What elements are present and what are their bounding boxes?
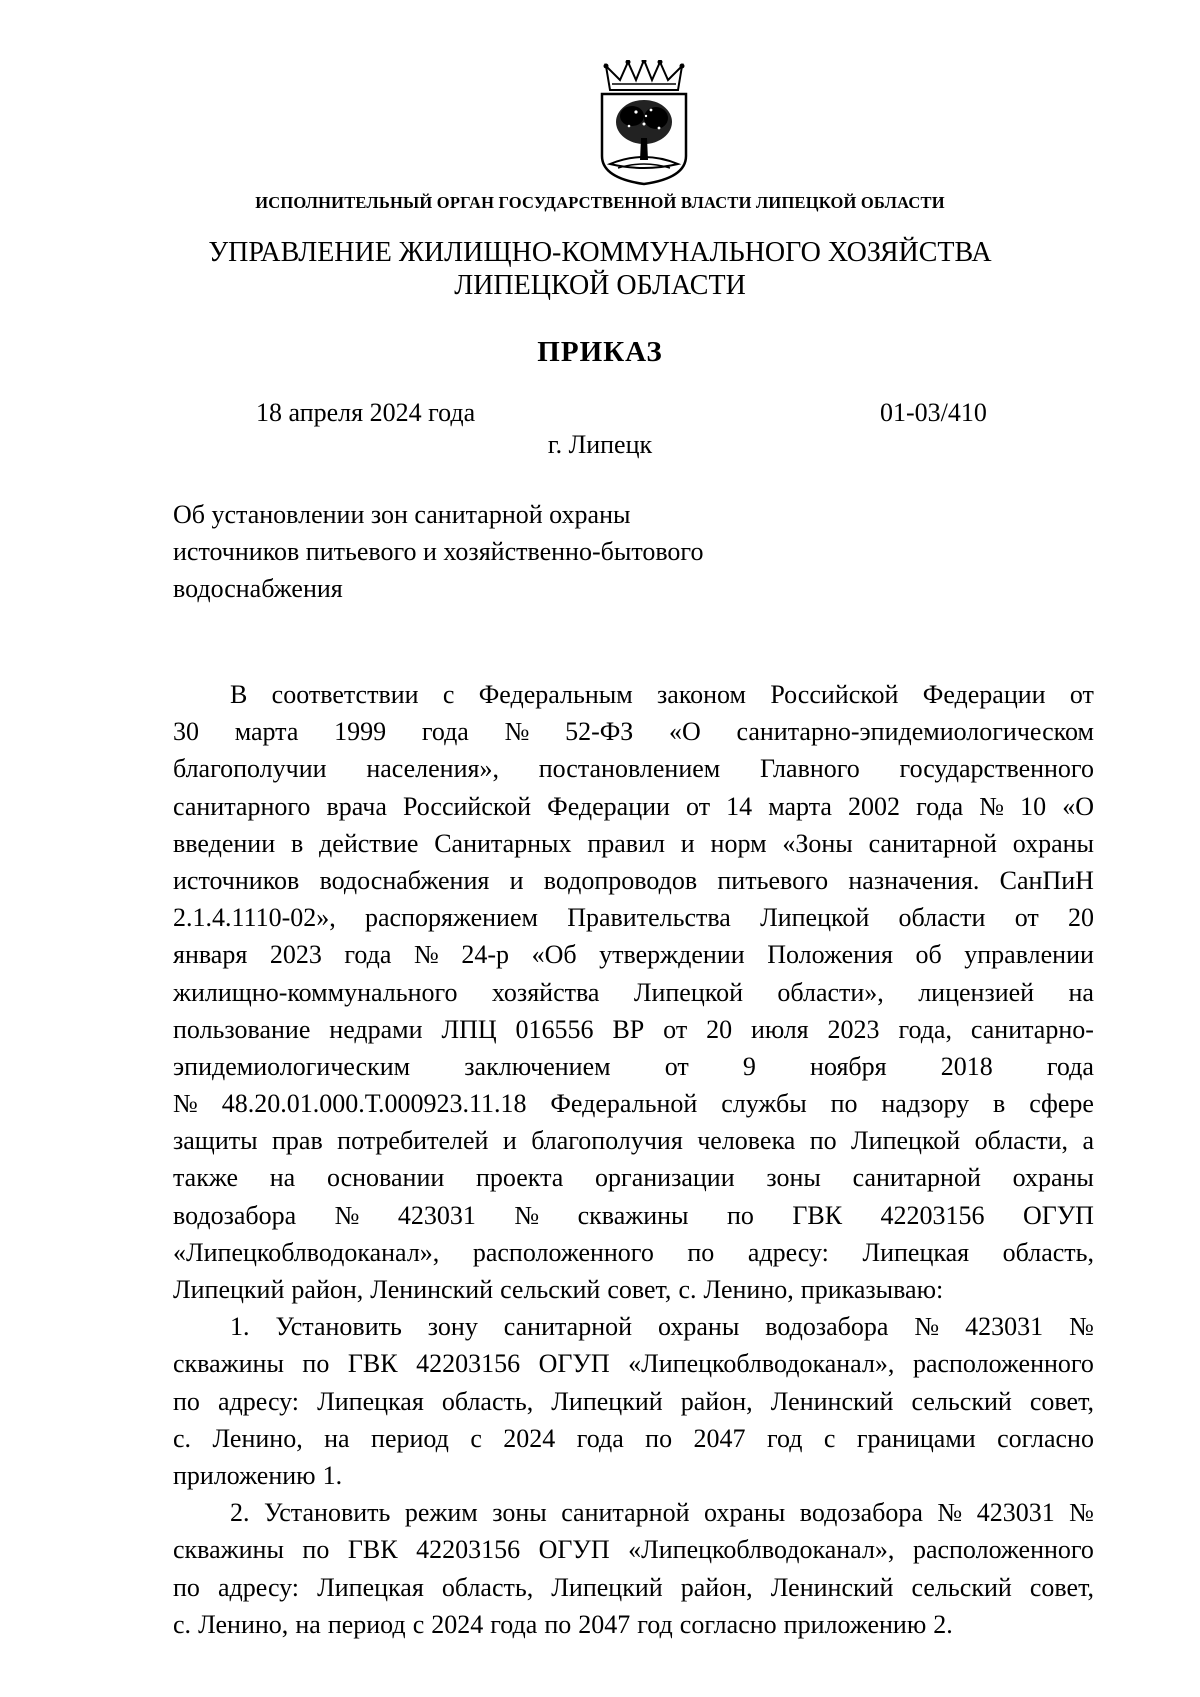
document-subject [173,496,703,607]
coat-of-arms-icon [596,60,692,186]
body-line: с. Ленино, на период с 2024 года по 2047 год согласно приложению 2. [173,1609,953,1639]
document-city: г. Липецк [547,430,653,459]
subject-line: Об установлении зон санитарной охраны [173,500,631,529]
body-line: благополучии населения», постановлением Главного государственного [173,754,1094,784]
body-line: с. Ленино, на период с 2024 года по 2047 год с границами согласно [173,1423,1094,1453]
department-title-line: ЛИПЕЦКОЙ ОБЛАСТИ [454,270,746,301]
document-body [173,676,1094,1643]
subject-line: источников питьевого и хозяйственно-бытового [173,537,704,566]
department-title [0,236,1200,302]
document-number: 01-03/410 [880,398,987,427]
body-line: жилищно-коммунального хозяйства Липецкой области», лицензией на [173,977,1094,1007]
document-date: 18 апреля 2024 года [256,398,476,427]
body-line: приложению 1. [173,1460,343,1490]
body-line: Липецкий район, Ленинский сельский совет, с. Ленино, приказываю: [173,1275,944,1304]
body-line: по адресу: Липецкая область, Липецкий район, Ленинский сельский совет, [173,1572,1094,1602]
body-line: пользование недрами ЛПЦ 016556 ВР от 20 июля 2023 года, санитарно- [173,1014,1094,1044]
body-line: эпидемиологическим заключением от 9 ноября 2018 года [173,1051,1094,1081]
body-line: 1. Установить зону санитарной охраны водозабора № 423031 № [230,1312,1094,1342]
body-line: 2.1.4.1110-02», распоряжением Правительства Липецкой области от 20 [173,903,1094,933]
subject-line: водоснабжения [173,574,343,603]
body-line: 30 марта 1999 года № 52-ФЗ «О санитарно-эпидемиологическом [173,717,1094,747]
body-line: января 2023 года № 24-р «Об утверждении Положения об управлении [173,940,1094,970]
department-title-line: УПРАВЛЕНИЕ ЖИЛИЩНО-КОММУНАЛЬНОГО ХОЗЯЙСТВА [208,237,992,268]
body-line: санитарного врача Российской Федерации от 14 марта 2002 года № 10 «О [173,791,1094,821]
body-line: В соответствии с Федеральным законом Российской Федерации от [230,680,1094,709]
body-line: введении в действие Санитарных правил и норм «Зоны санитарной охраны [173,828,1094,858]
body-line: источников водоснабжения и водопроводов питьевого назначения. СанПиН [173,865,1094,895]
body-line: 2. Установить режим зоны санитарной охраны водозабора № 423031 № [230,1498,1094,1528]
organization-title: ИСПОЛНИТЕЛЬНЫЙ ОРГАН ГОСУДАРСТВЕННОЙ ВЛАСТИ ЛИПЕЦКОЙ ОБЛАСТИ [255,193,945,212]
body-line: № 48.20.01.000.Т.000923.11.18 Федеральной службы по надзору в сфере [173,1089,1094,1119]
document-type: ПРИКАЗ [537,336,663,368]
body-line: «Липецкоблводоканал», расположенного по адресу: Липецкая область, [173,1237,1094,1267]
body-line: водозабора № 423031 № скважины по ГВК 42203156 ОГУП [173,1200,1094,1230]
body-line: скважины по ГВК 42203156 ОГУП «Липецкоблводоканал», расположенного [173,1535,1094,1565]
body-line: защиты прав потребителей и благополучия человека по Липецкой области, а [173,1126,1094,1156]
body-line: по адресу: Липецкая область, Липецкий район, Ленинский сельский совет, [173,1386,1094,1416]
body-line: скважины по ГВК 42203156 ОГУП «Липецкоблводоканал», расположенного [173,1349,1094,1379]
body-line: также на основании проекта организации зоны санитарной охраны [173,1163,1094,1193]
